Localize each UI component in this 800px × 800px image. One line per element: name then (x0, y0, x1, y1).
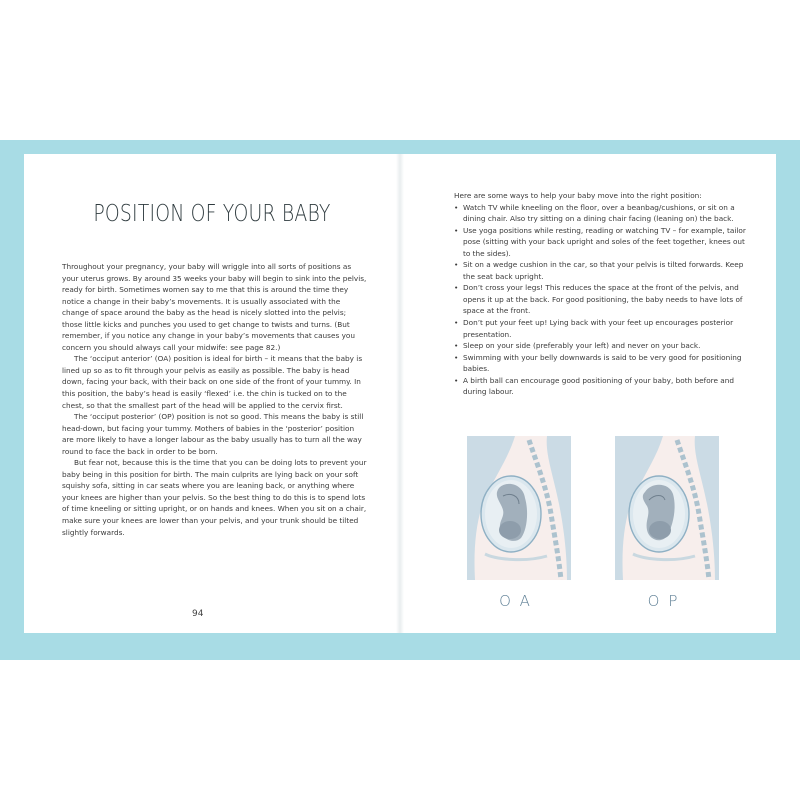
page-title: POSITION OF YOUR BABY (93, 201, 331, 227)
illustration-label-op: OP (647, 592, 687, 610)
paragraph: The ‘occiput posterior’ (OP) position is not so good. This means the baby is still head-down, but facing your tummy. Mothers of babies in the ‘posterior’ position are more likely to have a longer labour as the baby usually has to turn all the way round to face the back in order to be born. (62, 412, 364, 456)
paragraph: The ‘occiput anterior’ (OA) position is ideal for birth – it means that the baby is lined up so as to fit through your pelvis as easily as possible. The baby is head down, facing your back, with their back on one side of the front of your tummy. In this position, the baby’s head is easily ‘flexed’ i.e. the chin is tucked on to the chest, so that the smallest part of the head will be applied to the cervix first. (62, 354, 363, 410)
illustration-label-oa: OA (499, 592, 539, 610)
left-page (24, 154, 400, 633)
list-item: • Watch TV while kneeling on the floor, over a beanbag/cushions, or sit on a dining chair. Also try sitting on a dining chair facing (leaning on) the back. (454, 202, 746, 225)
list-item: • Use yoga positions while resting, reading or watching TV – for example, tailor pose (sitting with your back upright and soles of the feet together, knees out to the sides). (454, 225, 746, 260)
list-item: • A birth ball can encourage good positioning of your baby, both before and during labour. (454, 375, 746, 398)
list-item: • Sit on a wedge cushion in the car, so that your pelvis is tilted forwards. Keep the seat back upright. (454, 259, 746, 282)
fetus-oa-illustration (467, 434, 571, 580)
book-gutter (396, 154, 404, 633)
list-item: • Don’t put your feet up! Lying back with your feet up encourages posterior presentation. (454, 317, 746, 340)
paragraph: Throughout your pregnancy, your baby will wriggle into all sorts of positions as your uterus grows. By around 35 weeks your baby will begin to sink into the pelvis, ready for birth. Sometimes women say to me that this is around the time they notice a change in their baby’s movements. It is usually associated with the change of space around the baby as the head is nicely slotted into the pelvis; those little kicks and punches you used to get change to twists and turns. (But remember, if you notice any change in your baby’s movements that causes you concern you should always call your midwife: see page 82.) (62, 262, 367, 352)
list-item: • Don’t cross your legs! This reduces the space at the front of the pelvis, and opens it up at the back. For good positioning, the baby needs to have lots of space at the front. (454, 282, 746, 317)
list-item: • Sleep on your side (preferably your left) and never on your back. (454, 340, 746, 352)
list-item: • Swimming with your belly downwards is said to be very good for positioning babies. (454, 352, 746, 375)
fetus-op-illustration (615, 434, 719, 580)
paragraph: But fear not, because this is the time that you can be doing lots to prevent your baby being in this position for birth. The main culprits are lying back on your soft squishy sofa, sitting in car seats where you are leaning back, or anything where your knees are higher than your pelvis. So the best thing to do this is to spend lots of time kneeling or sitting upright, or on hands and knees. When you sit on a chair, make sure your knees are lower than your pelvis, and your trunk should be tilted slightly forwards. (62, 458, 367, 537)
tips-list (454, 202, 746, 398)
tips-intro: Here are some ways to help your baby move into the right position: (454, 191, 702, 200)
right-page (400, 154, 776, 633)
page-number: 94 (192, 609, 204, 619)
body-text (62, 261, 367, 538)
tips-section (454, 190, 746, 398)
